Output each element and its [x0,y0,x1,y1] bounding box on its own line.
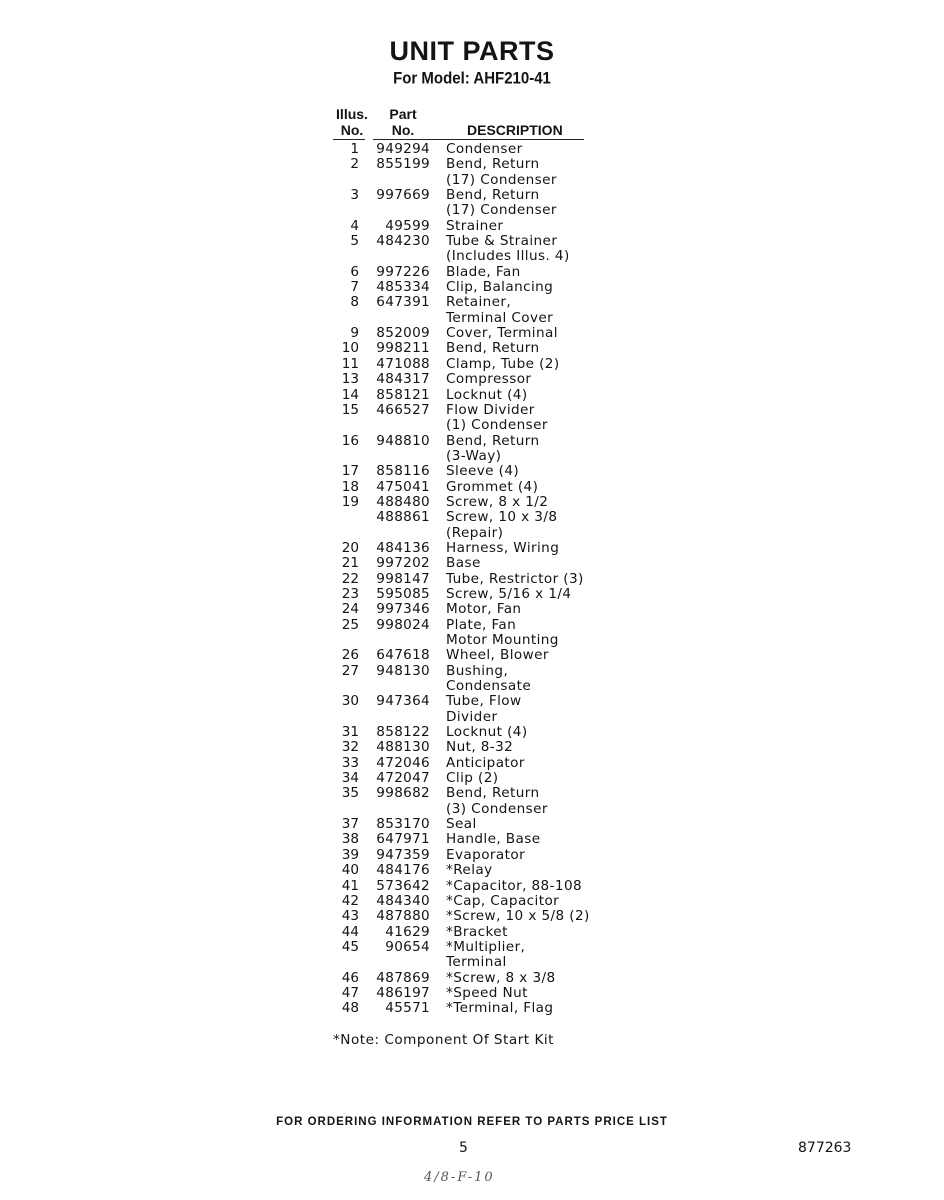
illus-number: 14 [341,386,359,403]
part-description: Locknut (4) [446,386,528,403]
part-number: 475041 [376,478,430,495]
part-description: (3-Way) [446,447,502,464]
part-description: Terminal Cover [446,309,554,326]
ordering-information: FOR ORDERING INFORMATION REFER TO PARTS PRICE LIST [276,1116,668,1128]
part-number: 947364 [376,693,430,710]
table-row [0,863,944,878]
handwritten-mark: 4/8-F-10 [424,1170,495,1185]
illus-number: 11 [341,355,359,372]
part-number: 49599 [385,217,430,234]
part-description: *Capacitor, 88-108 [446,877,583,894]
illus-number: 46 [341,969,359,986]
part-description: Compressor [446,371,532,388]
table-row [0,679,944,694]
table-row [0,925,944,940]
part-number: 997202 [376,555,430,572]
table-row [0,526,944,541]
table-row [0,648,944,663]
part-description: Plate, Fan [446,616,517,633]
document-number: 877263 [798,1140,852,1156]
part-description: *Multiplier, [446,938,526,955]
table-row [0,357,944,372]
illus-number: 18 [341,478,359,495]
illus-number: 16 [341,432,359,449]
table-row [0,265,944,280]
table-row [0,817,944,832]
illus-number: 30 [341,693,359,710]
part-description: *Speed Nut [446,984,528,1001]
table-row [0,541,944,556]
part-number: 852009 [376,325,430,342]
part-number: 855199 [376,156,430,173]
part-description: Grommet (4) [446,478,539,495]
part-description: (3) Condenser [446,800,548,817]
table-row [0,802,944,817]
illus-number: 35 [341,785,359,802]
part-number: 998211 [376,340,430,357]
table-row [0,388,944,403]
table-row [0,173,944,188]
model-subtitle: For Model: AHF210-41 [393,69,551,88]
part-description: *Screw, 8 x 3/8 [446,969,556,986]
illus-number: 39 [341,846,359,863]
part-header-line1: Part [389,106,417,122]
illus-number: 44 [341,923,359,940]
part-description: Motor Mounting [446,632,559,648]
illus-number: 7 [350,279,359,296]
table-row [0,618,944,633]
illus-number: 33 [341,754,359,771]
part-number: 486197 [376,984,430,1001]
part-number: 858121 [376,386,430,403]
part-number: 647391 [376,294,430,311]
illus-number: 17 [341,463,359,480]
illus-number: 13 [341,371,359,388]
illus-number: 40 [341,862,359,879]
illus-number: 38 [341,831,359,848]
illus-number: 10 [341,340,359,357]
table-row [0,955,944,970]
illus-number: 1 [350,141,359,157]
part-number: 488130 [376,739,430,756]
table-row [0,848,944,863]
part-description: Bushing, [446,662,509,679]
part-description: Clip, Balancing [446,279,554,296]
table-row [0,495,944,510]
illus-number: 45 [341,938,359,955]
illus-number: 4 [350,217,359,234]
part-number: 949294 [376,141,430,157]
part-description: Nut, 8-32 [446,739,514,756]
part-number: 45571 [385,1000,430,1017]
table-row [0,1001,944,1016]
illus-number: 48 [341,1000,359,1017]
table-row [0,311,944,326]
part-number: 90654 [385,938,430,955]
table-row [0,480,944,495]
table-row [0,879,944,894]
part-number: 647971 [376,831,430,848]
part-description: Sleeve (4) [446,463,520,480]
part-description: Condensate [446,678,532,695]
table-row [0,249,944,264]
illus-number: 43 [341,908,359,925]
table-row [0,142,944,157]
illus-number: 19 [341,493,359,510]
part-header-line2: No. [391,122,415,138]
part-number: 471088 [376,355,430,372]
part-description: Bend, Return [446,340,540,357]
part-description: Harness, Wiring [446,539,560,556]
table-row [0,894,944,909]
illus-number: 23 [341,585,359,602]
part-description: Strainer [446,217,504,234]
table-row [0,572,944,587]
part-number: 41629 [385,923,430,940]
part-number: 484136 [376,539,430,556]
table-row [0,725,944,740]
table-row [0,602,944,617]
table-row [0,633,944,648]
part-description: (1) Condenser [446,417,548,434]
part-description: Screw, 10 x 3/8 [446,509,558,526]
part-description: Motor, Fan [446,601,522,618]
part-number: 858116 [376,463,430,480]
page-title: UNIT PARTS [389,36,555,66]
part-number: 484230 [376,233,430,250]
page-number: 5 [459,1140,468,1156]
table-row [0,740,944,755]
table-row [0,664,944,679]
part-description: Clip (2) [446,770,499,787]
part-description: Handle, Base [446,831,541,848]
part-number: 466527 [376,401,430,418]
illus-number: 9 [350,325,359,342]
illus-number: 41 [341,877,359,894]
illus-number: 37 [341,816,359,833]
part-number: 647618 [376,647,430,664]
part-description: Tube, Flow [446,693,522,710]
illus-number: 42 [341,892,359,909]
table-row [0,418,944,433]
part-description: Terminal [446,954,507,971]
part-description: Bend, Return [446,156,540,173]
part-description: Cover, Terminal [446,325,558,342]
table-row [0,971,944,986]
illus-number: 21 [341,555,359,572]
part-description: *Screw, 10 x 5/8 (2) [446,908,590,925]
part-number: 997346 [376,601,430,618]
part-description: Evaporator [446,846,526,863]
table-row [0,832,944,847]
illus-number: 22 [341,570,359,587]
illus-no-header [331,106,373,138]
table-row [0,157,944,172]
part-number: 998024 [376,616,430,633]
table-row [0,188,944,203]
table-row [0,403,944,418]
table-row [0,710,944,725]
illus-number: 25 [341,616,359,633]
part-description: *Cap, Capacitor [446,892,560,909]
part-number: 948130 [376,662,430,679]
illus-number: 31 [341,724,359,741]
part-description: *Relay [446,862,493,879]
part-number: 487880 [376,908,430,925]
illus-number: 47 [341,984,359,1001]
table-row [0,510,944,525]
table-row [0,295,944,310]
part-description: *Terminal, Flag [446,1000,554,1017]
table-row [0,326,944,341]
part-no-header [380,106,426,138]
description-header: DESCRIPTION [467,122,563,138]
part-number: 997669 [376,187,430,204]
table-row [0,786,944,801]
part-number: 573642 [376,877,430,894]
part-number: 595085 [376,585,430,602]
part-description: Seal [446,816,477,833]
part-description: Screw, 5/16 x 1/4 [446,585,572,602]
part-number: 472047 [376,770,430,787]
table-row [0,280,944,295]
part-description: Retainer, [446,294,512,311]
illus-number: 6 [350,263,359,280]
part-description: Bend, Return [446,187,540,204]
part-description: Bend, Return [446,432,540,449]
table-row [0,556,944,571]
illus-number: 24 [341,601,359,618]
part-number: 998147 [376,570,430,587]
table-row [0,219,944,234]
illus-number: 15 [341,401,359,418]
illus-number: 2 [350,156,359,173]
part-number: 948810 [376,432,430,449]
table-row [0,909,944,924]
part-description: (17) Condenser [446,202,557,219]
table-row [0,587,944,602]
part-description: (17) Condenser [446,171,557,188]
table-row [0,756,944,771]
part-description: Base [446,555,481,572]
part-number: 485334 [376,279,430,296]
illus-number: 34 [341,770,359,787]
part-number: 488480 [376,493,430,510]
illus-number: 8 [350,294,359,311]
part-description: Bend, Return [446,785,540,802]
illus-number: 20 [341,539,359,556]
illus-number: 32 [341,739,359,756]
illus-number: 5 [350,233,359,250]
table-row [0,694,944,709]
part-description: Condenser [446,141,523,157]
part-number: 484317 [376,371,430,388]
illus-number: 26 [341,647,359,664]
part-number: 858122 [376,724,430,741]
table-row [0,341,944,356]
part-number: 853170 [376,816,430,833]
table-row [0,986,944,1001]
header-underline-illus [333,139,365,140]
illus-header-line1: Illus. [336,106,368,122]
table-row [0,234,944,249]
part-description: Locknut (4) [446,724,528,741]
table-row [0,372,944,387]
illus-header-line2: No. [340,122,364,138]
part-number: 487869 [376,969,430,986]
table-row [0,449,944,464]
part-number: 998682 [376,785,430,802]
part-description: *Bracket [446,923,508,940]
table-row [0,203,944,218]
start-kit-note: *Note: Component Of Start Kit [333,1032,554,1048]
parts-table [0,142,944,1017]
part-description: Tube & Strainer [446,233,558,250]
illus-number: 27 [341,662,359,679]
part-number: 947359 [376,846,430,863]
part-description: Wheel, Blower [446,647,549,664]
table-row [0,771,944,786]
part-description: Tube, Restrictor (3) [446,570,584,587]
part-description: Screw, 8 x 1/2 [446,493,549,510]
part-number: 488861 [376,509,430,526]
part-description: Blade, Fan [446,263,521,280]
part-description: Anticipator [446,754,525,771]
illus-number: 3 [350,187,359,204]
part-description: Clamp, Tube (2) [446,355,560,372]
part-number: 997226 [376,263,430,280]
header-underline-part-desc [373,139,584,140]
part-description: Divider [446,708,498,725]
part-number: 484176 [376,862,430,879]
part-number: 484340 [376,892,430,909]
table-row [0,464,944,479]
table-row [0,434,944,449]
part-description: (Repair) [446,524,504,541]
part-number: 472046 [376,754,430,771]
part-description: (Includes Illus. 4) [446,248,570,265]
part-description: Flow Divider [446,401,535,418]
table-row [0,940,944,955]
